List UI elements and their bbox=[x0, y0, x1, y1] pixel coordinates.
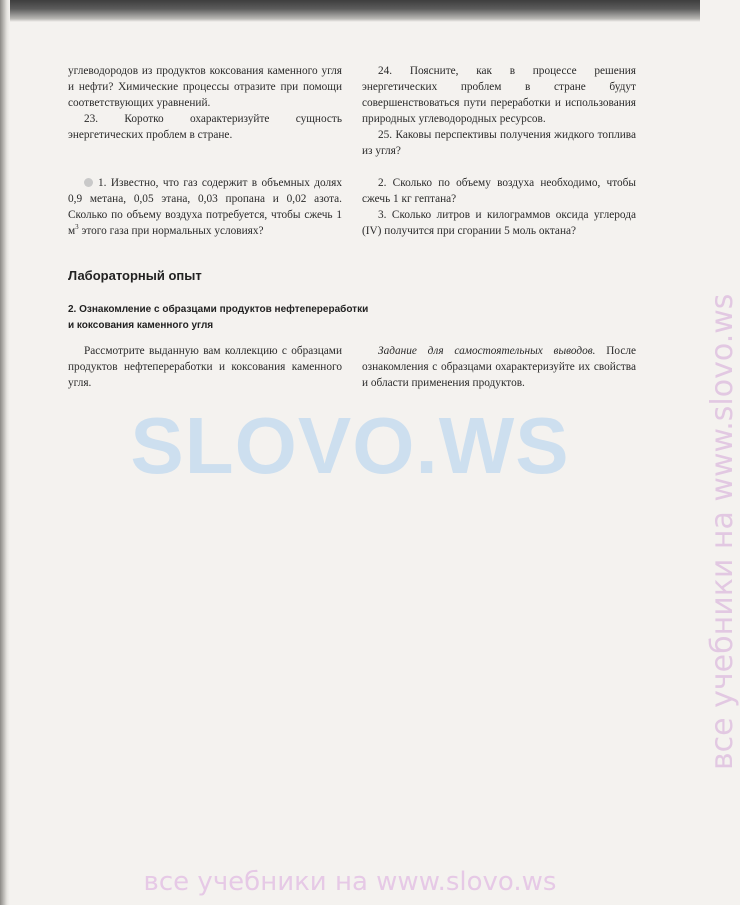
question-23: 23. Коротко охарактеризуйте сущность энергетических проблем в стране. bbox=[68, 113, 342, 141]
problem-marker-icon bbox=[84, 178, 93, 187]
watermark-center: SLOVO.WS bbox=[130, 401, 570, 490]
problems-right-block bbox=[362, 175, 636, 239]
lab-subtitle bbox=[68, 302, 488, 334]
scan-top-shadow bbox=[0, 0, 700, 22]
lab-subtitle-line-2: и коксования каменного угля bbox=[68, 320, 214, 331]
lab-task-body: После ознакомления с образцами охарактеризуйте их свойства и области применения продуктов. bbox=[362, 345, 637, 389]
problem-3: 3. Сколько литров и килограммов оксида углерода (IV) получится при сгорании 5 моль октана? bbox=[362, 209, 636, 237]
problem-1 bbox=[68, 175, 342, 239]
problem-2: 2. Сколько по объему воздуха необходимо, чтобы сжечь 1 кг гептана? bbox=[362, 177, 636, 205]
lab-subtitle-line-1: 2. Ознакомление с образцами продуктов нефтепереработки bbox=[68, 304, 369, 315]
lab-task-label: Задание для самостоятельных выводов. bbox=[378, 345, 596, 357]
lab-instructions-text: Рассмотрите выданную вам коллекцию с образцами продуктов нефтепереработки и коксования каменного угля. bbox=[68, 345, 342, 389]
watermark-bottom: все учебники на www.slovo.ws bbox=[143, 867, 557, 897]
lab-instructions bbox=[68, 343, 342, 391]
lab-heading: Лабораторный опыт bbox=[68, 268, 202, 283]
problem-1-block bbox=[68, 175, 342, 239]
problem-1-text: 1. Известно, что газ содержит в объемных долях 0,9 метана, 0,05 этана, 0,03 пропана и 0,02 азота. Сколько по объему воздуха потребуется, чтобы сжечь 1 м bbox=[68, 177, 342, 237]
question-24: 24. Поясните, как в процессе решения энергетических проблем в стране будут совершенствоваться пути переработки и использования природных углеводородных ресурсов. bbox=[362, 65, 636, 125]
left-questions-block bbox=[68, 63, 342, 143]
lab-task bbox=[362, 343, 636, 391]
cubic-superscript: 3 bbox=[75, 223, 79, 231]
problem-1-text-end: этого газа при нормальных условиях? bbox=[78, 225, 264, 237]
right-questions-block bbox=[362, 63, 636, 159]
watermark-side: все учебники на www.slovo.ws bbox=[705, 293, 740, 770]
question-22-continuation: углеводородов из продуктов коксования каменного угля и нефти? Химические процессы отразите при помощи соответствующих уравнений. bbox=[68, 65, 342, 109]
question-25: 25. Каковы перспективы получения жидкого топлива из угля? bbox=[362, 129, 636, 157]
lab-task-text bbox=[362, 343, 636, 391]
